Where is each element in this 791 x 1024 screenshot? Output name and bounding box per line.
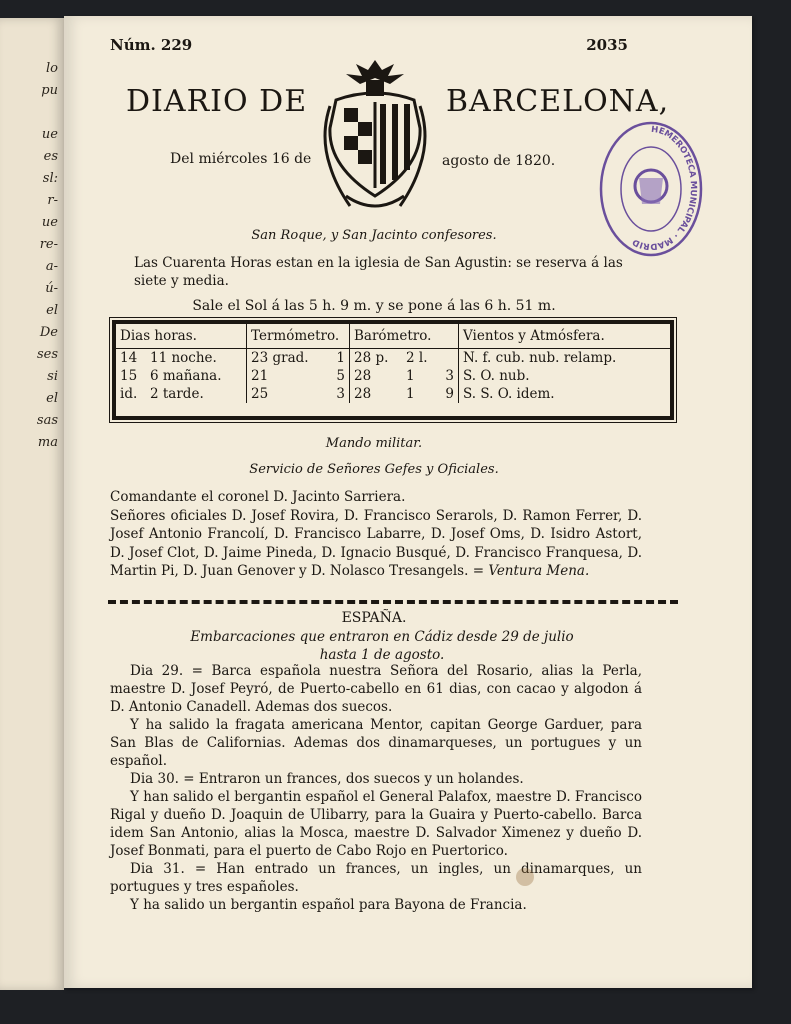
left-page-text: lo pu ue es sl: r- ue re- a- ú- el De ses si el sas ma: [36, 61, 58, 450]
weather-table: [112, 320, 674, 420]
sunrise-sunset: Sale el Sol á las 5 h. 9 m. y se pone á las 6 h. 51 m.: [192, 298, 556, 314]
weather-header-row: [116, 324, 670, 349]
shipping-entry: Dia 31. = Han entrado un frances, un ingles, un dinamarques, un portugues y tres españoles.: [110, 861, 642, 895]
section-heading-espana: ESPAÑA.: [341, 610, 407, 626]
shipping-entry: Y ha salido la fragata americana Mentor, capitan George Garduer, para San Blas de Californias. Ademas dos dinamarqueses, un portugues y un español.: [110, 717, 642, 769]
saints-of-day: San Roque, y San Jacinto confesores.: [251, 228, 497, 243]
shipping-entry: Dia 29. = Barca española nuestra Señora del Rosario, alias la Perla, maestre D. Josef Peyró, de Puerto-cabello en 61 dias, con cacao y algodon á D. Antonio Canadell. Ademas dos suecos.: [110, 663, 642, 715]
shipping-entries: [110, 662, 642, 914]
masthead-title-left: DIARIO DE: [126, 84, 308, 119]
issue-number: Núm. 229: [110, 36, 193, 54]
section-subheading-servicio: Servicio de Señores Gefes y Oficiales.: [249, 462, 499, 477]
masthead-title-right: BARCELONA,: [446, 84, 670, 119]
embarcaciones-heading: Embarcaciones que entraron en Cádiz desde 29 de julio hasta 1 de agosto.: [190, 629, 574, 663]
officers-signature: Ventura Mena.: [488, 563, 590, 579]
weather-row: 15 6 mañana. 21 5 28 1 3 S. O. nub.: [120, 368, 530, 384]
commander-line: Comandante el coronel D. Jacinto Sarriera.: [110, 489, 406, 505]
paper-stain: [516, 868, 534, 886]
shipping-entry: Y han salido el bergantin español el General Palafox, maestre D. Francisco Rigal y dueño D. Joaquin de Ulibarry, para la Guaira y Puerto-cabello. Barca idem San Antonio, alias la Mosca, maestre D. Salvador Ximenez y dueño D. Josef Bonmati, para el puerto de Cabo Rojo en Puertorico.: [110, 789, 642, 859]
col-days-hours: Dias horas.: [116, 324, 247, 349]
shipping-entry: Y ha salido un bergantin español para Bayona de Francia.: [130, 897, 527, 913]
forty-hours-notice: Las Cuarenta Horas estan en la iglesia de San Agustin: se reserva á las siete y media.: [134, 255, 623, 289]
officers-notice: [110, 488, 642, 581]
section-heading-mando: Mando militar.: [325, 436, 423, 451]
date-right: agosto de 1820.: [442, 153, 556, 169]
left-page: [0, 18, 64, 990]
weather-row: 14 11 noche. 23 grad. 1 28 p. 2 l. N. f. cub. nub. relamp.: [120, 350, 617, 366]
col-barometer: Barómetro.: [350, 324, 459, 349]
weather-row: id. 2 tarde. 25 3 28 1 9 S. S. O. idem.: [120, 386, 555, 402]
page-number: 2035: [586, 36, 628, 54]
officers-list: Señores oficiales D. Josef Rovira, D. Francisco Serarols, D. Ramon Ferrer, D. Josef Antonio Francolí, D. Francisco Labarre, D. Josef Oms, D. Isidro Astort, D. Josef Clot, D. Jaime Pineda, D. Ignacio Busqué, D. Francisco Franquesa, D. Martin Pi, D. Juan Genover y D. Nolasco Tresangels. =: [110, 507, 642, 579]
barcelona-crest-icon: [316, 56, 434, 218]
newspaper-page: [64, 16, 752, 988]
col-winds: Vientos y Atmósfera.: [459, 324, 671, 349]
section-divider: [108, 600, 678, 604]
col-thermometer: Termómetro.: [247, 324, 350, 349]
stamp-text: HEMEROTECA MUNICIPAL · MADRID: [631, 124, 699, 252]
shipping-entry: Dia 30. = Entraron un frances, dos suecos y un holandes.: [130, 771, 524, 787]
date-left: Del miércoles 16 de: [170, 151, 312, 167]
